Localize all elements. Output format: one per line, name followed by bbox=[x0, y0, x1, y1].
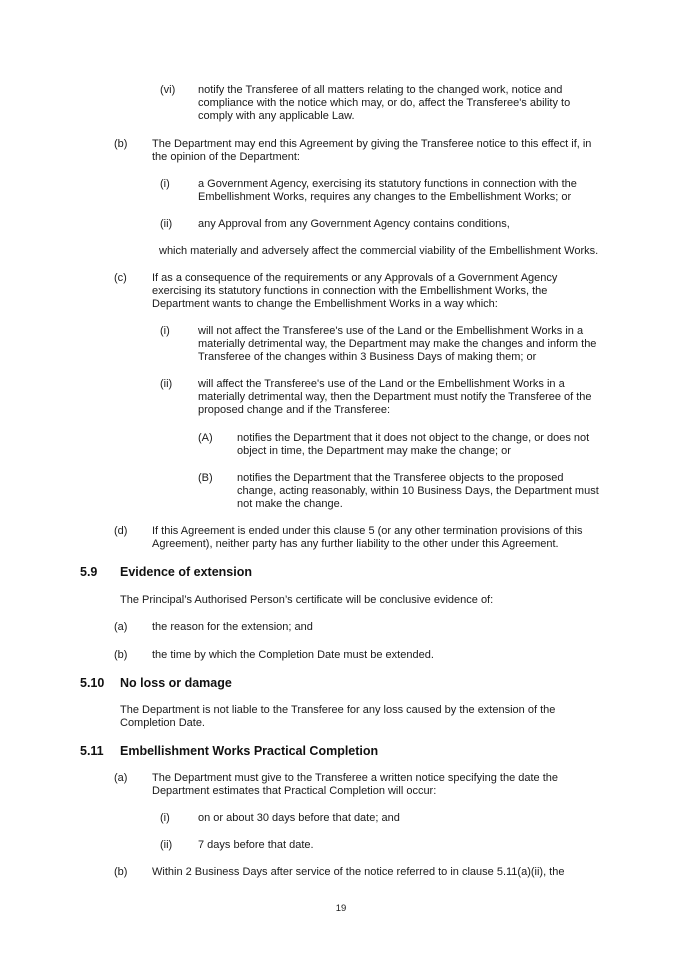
text-line: any Approval from any Government Agency contains conditions, bbox=[198, 218, 510, 230]
list-label: (c) bbox=[114, 272, 127, 284]
section-number: 5.11 bbox=[80, 744, 104, 758]
text-line: 7 days before that date. bbox=[198, 839, 314, 851]
list-label: (B) bbox=[198, 472, 213, 484]
text-line: The Department is not liable to the Transferee for any loss caused by the extension of the bbox=[120, 704, 556, 716]
list-label: (a) bbox=[114, 772, 128, 784]
text-line: materially detrimental way, then the Department must notify the Transferee of the bbox=[198, 391, 592, 403]
text-line: notifies the Department that the Transferee objects to the proposed bbox=[237, 472, 564, 484]
section-number: 5.10 bbox=[80, 676, 105, 690]
text-line: Completion Date. bbox=[120, 717, 205, 729]
text-line: The Department may end this Agreement by giving the Transferee notice to this effect if, in bbox=[152, 138, 592, 150]
text-line: a Government Agency, exercising its statutory functions in connection with the bbox=[198, 178, 577, 190]
text-line: Transferee of the changes within 3 Business Days of making them; or bbox=[198, 351, 537, 363]
text-line: object in time, the Department may make the change; or bbox=[237, 445, 511, 457]
text-line: comply with any applicable Law. bbox=[198, 110, 355, 122]
text-line: Department estimates that Practical Completion will occur: bbox=[152, 785, 437, 797]
list-label: (i) bbox=[160, 178, 170, 190]
list-label: (i) bbox=[160, 812, 170, 824]
text-line: the reason for the extension; and bbox=[152, 621, 313, 633]
list-label: (ii) bbox=[160, 378, 173, 390]
text-line: Agreement), neither party has any further liability to the other under this Agreement. bbox=[152, 538, 559, 550]
text-line: change, acting reasonably, within 10 Business Days, the Department must bbox=[237, 485, 599, 497]
list-label: (a) bbox=[114, 621, 128, 633]
text-line: The Department must give to the Transferee a written notice specifying the date the bbox=[152, 772, 558, 784]
text-line: compliance with the notice which may, or do, affect the Transferee's ability to bbox=[198, 97, 571, 109]
text-line: notifies the Department that it does not object to the change, or does not bbox=[237, 432, 590, 444]
list-label: (ii) bbox=[160, 218, 173, 230]
list-label: (b) bbox=[114, 138, 128, 150]
text-line: Department wants to change the Embellishment Works in a way which: bbox=[152, 298, 498, 310]
text-line: Within 2 Business Days after service of the notice referred to in clause 5.11(a)(ii), the bbox=[152, 866, 565, 878]
section-number: 5.9 bbox=[80, 565, 98, 579]
list-label: (i) bbox=[160, 325, 170, 337]
text-line: will affect the Transferee's use of the Land or the Embellishment Works in a bbox=[198, 378, 565, 390]
list-label: (b) bbox=[114, 866, 128, 878]
text-line: the time by which the Completion Date must be extended. bbox=[152, 649, 434, 661]
text-line: proposed change and if the Transferee: bbox=[198, 404, 391, 416]
section-heading: Evidence of extension bbox=[120, 565, 252, 579]
section-heading: Embellishment Works Practical Completion bbox=[120, 744, 379, 758]
text-line: materially detrimental way, the Department may make the changes and inform the bbox=[198, 338, 597, 350]
text-line: If this Agreement is ended under this clause 5 (or any other termination provisions of this bbox=[152, 525, 583, 537]
list-label: (ii) bbox=[160, 839, 173, 851]
page-number: 19 bbox=[335, 903, 347, 914]
list-label: (vi) bbox=[160, 84, 176, 96]
list-label: (d) bbox=[114, 525, 128, 537]
text-line: the opinion of the Department: bbox=[152, 151, 300, 163]
list-label: (b) bbox=[114, 649, 128, 661]
text-line: not make the change. bbox=[237, 498, 343, 510]
list-label: (A) bbox=[198, 432, 213, 444]
text-line: exercising its statutory functions in connection with the Embellishment Works, the bbox=[152, 285, 548, 297]
text-line: The Principal’s Authorised Person’s certificate will be conclusive evidence of: bbox=[120, 594, 494, 606]
text-line: Embellishment Works, requires any changes to the Embellishment Works; or bbox=[198, 191, 572, 203]
text-line: If as a consequence of the requirements or any Approvals of a Government Agency bbox=[152, 272, 558, 284]
text-line: will not affect the Transferee's use of the Land or the Embellishment Works in a bbox=[198, 325, 584, 337]
text-line: notify the Transferee of all matters relating to the changed work, notice and bbox=[198, 84, 563, 96]
text-line: on or about 30 days before that date; and bbox=[198, 812, 400, 824]
text-line: which materially and adversely affect the commercial viability of the Embellishment Works. bbox=[159, 245, 599, 257]
section-heading: No loss or damage bbox=[120, 676, 232, 690]
